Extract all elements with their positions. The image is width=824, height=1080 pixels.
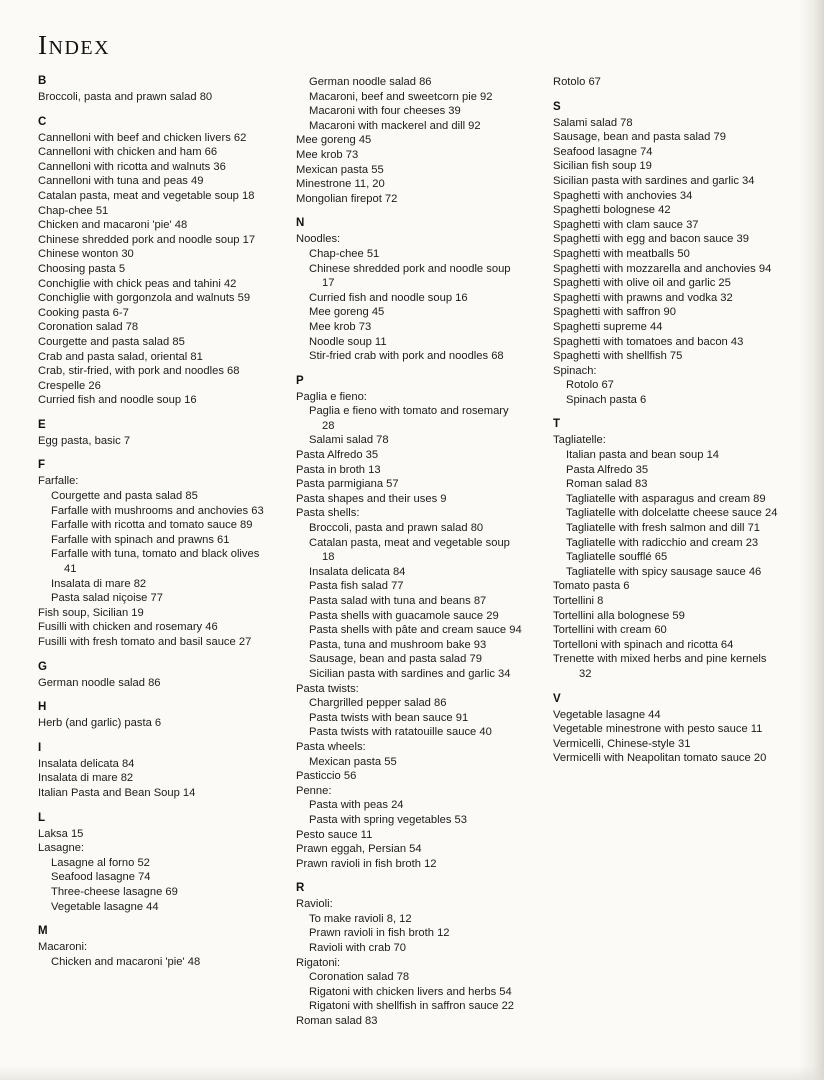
index-entry[interactable]: Insalata di mare 82 [38, 772, 134, 785]
index-entry[interactable]: Cooking pasta 6-7 [38, 306, 129, 319]
index-entry[interactable]: Coronation salad 78 [38, 321, 139, 334]
index-letter-heading: G [38, 660, 48, 673]
index-entry[interactable]: To make ravioli 8, 12 [309, 912, 412, 925]
index-entry[interactable]: Pasta parmigiana 57 [296, 478, 399, 491]
index-entry[interactable]: Sicilian pasta with sardines and garlic 34 [553, 174, 755, 187]
index-entry[interactable]: Mexican pasta 55 [309, 755, 397, 768]
page-title-initial: I [38, 30, 49, 60]
index-entry[interactable]: Insalata di mare 82 [51, 577, 147, 590]
index-entry[interactable]: Spaghetti with meatballs 50 [553, 247, 690, 260]
index-letter-heading: I [38, 741, 42, 754]
index-entry[interactable]: Mexican pasta 55 [296, 163, 384, 176]
index-entry[interactable]: Tortellini with cream 60 [553, 624, 667, 637]
index-entry[interactable]: Rotolo 67 [566, 379, 614, 392]
index-content [38, 30, 798, 1029]
index-entry[interactable]: Spinach pasta 6 [566, 393, 647, 406]
index-entry[interactable]: Laksa 15 [38, 827, 84, 840]
index-entry[interactable]: Tortelloni with spinach and ricotta 64 [553, 638, 734, 651]
index-entry[interactable]: Chap-chee 51 [309, 247, 380, 260]
index-entry[interactable]: Farfalle: [38, 475, 79, 488]
index-letter-heading: N [296, 217, 305, 230]
index-letter-heading: B [38, 75, 47, 87]
index-entry[interactable]: Conchiglie with gorgonzola and walnuts 59 [38, 292, 251, 305]
index-entry[interactable]: Broccoli, pasta and prawn salad 80 [309, 522, 484, 535]
index-entry[interactable]: Curried fish and noodle soup 16 [309, 291, 468, 304]
index-entry[interactable]: Cannelloni with chicken and ham 66 [38, 146, 218, 159]
index-entry[interactable]: Cannelloni with ricotta and walnuts 36 [38, 160, 226, 173]
index-letter-heading: C [38, 115, 47, 128]
index-entry[interactable]: Spaghetti with clam sauce 37 [553, 218, 699, 231]
index-entry[interactable]: Insalata delicata 84 [38, 757, 135, 770]
index-letter-heading: P [296, 374, 305, 387]
page-edge-shadow-right [798, 0, 824, 1080]
index-entry[interactable]: Italian Pasta and Bean Soup 14 [38, 786, 196, 799]
index-letter-heading: M [38, 925, 49, 938]
index-entry[interactable]: Mee krob 73 [309, 320, 372, 333]
page-edge-shadow-bottom [0, 1066, 824, 1080]
index-entry[interactable]: Tagliatelle with asparagus and cream 89 [566, 492, 766, 505]
index-entry[interactable]: Rotolo 67 [553, 76, 601, 88]
index-entry[interactable]: Lasagne: [38, 842, 85, 855]
index-entry[interactable]: Roman salad 83 [566, 478, 648, 491]
index-entry[interactable]: Farfalle with tuna, tomato and black olives [51, 548, 260, 561]
index-entry[interactable]: Mongolian firepot 72 [296, 192, 398, 205]
index-entry[interactable]: Pesto sauce 11 [296, 828, 373, 841]
index-entry[interactable]: Spaghetti with anchovies 34 [553, 189, 693, 202]
index-letter-heading: H [38, 701, 47, 714]
index-entry[interactable]: Rigatoni with chicken livers and herbs 54 [309, 985, 512, 998]
index-entry[interactable]: Pasticcio 56 [296, 770, 357, 783]
index-entry[interactable]: Vermicelli, Chinese-style 31 [553, 737, 691, 750]
index-entry[interactable]: Pasta fish salad 77 [309, 580, 404, 593]
index-entry[interactable]: Rigatoni with shellfish in saffron sauce 22 [309, 1000, 515, 1013]
index-entry[interactable]: Prawn ravioli in fish broth 12 [309, 927, 450, 940]
index-entry[interactable]: Coronation salad 78 [309, 971, 410, 984]
index-entry[interactable]: Cannelloni with tuna and peas 49 [38, 175, 204, 188]
index-entry[interactable]: Tortellini alla bolognese 59 [553, 609, 685, 622]
index-entry[interactable]: Tagliatelle with fresh salmon and dill 71 [566, 522, 761, 535]
index-entry[interactable]: Farfalle with ricotta and tomato sauce 89 [51, 519, 253, 532]
index-entry[interactable]: Seafood lasagne 74 [553, 145, 653, 158]
index-entry[interactable]: Pasta Alfredo 35 [566, 463, 649, 476]
index-entry[interactable]: German noodle salad 86 [309, 76, 432, 88]
index-entry[interactable]: Choosing pasta 5 [38, 262, 126, 275]
index-entry[interactable]: Salami salad 78 [553, 116, 633, 129]
index-entry[interactable]: Tagliatelle soufflé 65 [566, 551, 668, 564]
index-entry[interactable]: Noodle soup 11 [309, 335, 387, 348]
index-entry[interactable]: Spinach: [553, 364, 597, 377]
index-entry[interactable]: Chap-chee 51 [38, 204, 109, 217]
index-entry[interactable]: Tomato pasta 6 [553, 580, 630, 593]
index-entry[interactable]: Vegetable minestrone with pesto sauce 11 [553, 723, 763, 736]
index-entry[interactable]: Spaghetti with olive oil and garlic 25 [553, 277, 731, 290]
index-entry[interactable]: Trenette with mixed herbs and pine kernels [553, 653, 767, 666]
index-entry[interactable]: Mee krob 73 [296, 148, 359, 161]
index-entry[interactable]: Pasta with peas 24 [309, 799, 404, 812]
index-entry[interactable]: Herb (and garlic) pasta 6 [38, 717, 162, 730]
index-entry[interactable]: Pasta in broth 13 [296, 463, 381, 476]
index-entry[interactable]: Chargrilled pepper salad 86 [309, 697, 447, 710]
index-entry[interactable]: Prawn ravioli in fish broth 12 [296, 857, 437, 870]
index-entry[interactable]: Vermicelli with Neapolitan tomato sauce 20 [553, 752, 767, 765]
index-entry[interactable]: Macaroni with mackerel and dill 92 [309, 119, 481, 132]
index-entry[interactable]: Sausage, bean and pasta salad 79 [309, 653, 482, 666]
index-entry[interactable]: Spaghetti supreme 44 [553, 320, 663, 333]
index-entry[interactable]: Ravioli: [296, 898, 333, 911]
index-letter-heading: V [553, 692, 562, 705]
index-entry[interactable]: Curried fish and noodle soup 16 [38, 394, 197, 407]
index-entry[interactable]: Spaghetti with tomatoes and bacon 43 [553, 335, 744, 348]
index-entry[interactable]: Minestrone 11, 20 [296, 178, 385, 191]
index-columns [38, 75, 798, 1029]
index-column-1 [38, 75, 291, 969]
index-letter-heading: R [296, 882, 305, 895]
index-column-3 [544, 75, 797, 766]
index-entry[interactable]: Ravioli with crab 70 [309, 942, 407, 955]
index-letter-heading: E [38, 418, 47, 431]
index-entry[interactable]: Cannelloni with beef and chicken livers 62 [38, 131, 247, 144]
index-entry[interactable]: Pasta shells: [296, 507, 360, 520]
index-entry[interactable]: Courgette and pasta salad 85 [38, 335, 185, 348]
index-entry[interactable]: Pasta salad niçoise 77 [51, 592, 163, 605]
index-entry[interactable]: Chinese wonton 30 [38, 248, 134, 261]
index-entry[interactable]: Paglia e fieno with tomato and rosemary [309, 405, 509, 418]
index-entry[interactable]: Spaghetti with saffron 90 [553, 306, 676, 319]
index-entry[interactable]: Chinese shredded pork and noodle soup [309, 262, 511, 275]
index-entry[interactable]: Chinese shredded pork and noodle soup 17 [38, 233, 256, 246]
index-entry[interactable]: Tagliatelle with radicchio and cream 23 [566, 536, 759, 549]
index-entry[interactable]: Pasta shapes and their uses 9 [296, 492, 447, 505]
index-entry[interactable]: Spaghetti with shellfish 75 [553, 350, 683, 363]
index-entry[interactable]: Seafood lasagne 74 [51, 871, 151, 884]
index-entry[interactable]: Spaghetti with egg and bacon sauce 39 [553, 233, 749, 246]
index-entry[interactable]: Roman salad 83 [296, 1015, 378, 1028]
index-entry[interactable]: Mee goreng 45 [309, 306, 385, 319]
index-entry[interactable]: Rigatoni: [296, 956, 341, 969]
index-entry[interactable]: Crab, stir-fried, with pork and noodles 68 [38, 365, 240, 378]
index-entry[interactable]: Broccoli, pasta and prawn salad 80 [38, 91, 213, 103]
index-entry[interactable]: Catalan pasta, meat and vegetable soup [309, 536, 510, 549]
index-entry[interactable]: Farfalle with spinach and prawns 61 [51, 533, 230, 546]
index-entry[interactable]: 41 [64, 563, 77, 576]
index-letter-heading: F [38, 459, 46, 472]
index-entry[interactable]: Vegetable lasagne 44 [553, 708, 661, 721]
index-letter-heading: T [553, 418, 561, 431]
index-entry[interactable]: Sicilian fish soup 19 [553, 160, 652, 173]
index-letter-heading: L [38, 811, 46, 824]
index-entry[interactable]: Spaghetti with mozzarella and anchovies 94 [553, 262, 772, 275]
index-entry[interactable]: 32 [579, 667, 592, 680]
index-entry[interactable]: 28 [322, 419, 335, 432]
index-entry[interactable]: Pasta shells with pâte and cream sauce 94 [309, 624, 522, 637]
page-title-rest: NDEX [48, 37, 111, 59]
index-column-2 [291, 75, 544, 1029]
index-entry[interactable]: Spaghetti with prawns and vodka 32 [553, 291, 733, 304]
index-entry[interactable]: Pasta with spring vegetables 53 [309, 813, 467, 826]
index-entry[interactable]: Italian pasta and bean soup 14 [566, 449, 720, 462]
index-entry[interactable]: Fusilli with chicken and rosemary 46 [38, 621, 218, 634]
index-entry[interactable]: Macaroni: [38, 941, 88, 954]
index-entry[interactable]: Fusilli with fresh tomato and basil sauce 27 [38, 636, 252, 648]
index-entry[interactable]: German noodle salad 86 [38, 676, 161, 689]
index-entry[interactable]: Mee goreng 45 [296, 134, 372, 147]
index-entry[interactable]: Sausage, bean and pasta salad 79 [553, 131, 726, 144]
index-entry[interactable]: Tagliatelle with dolcelatte cheese sauce 24 [566, 507, 778, 520]
index-entry[interactable]: Prawn eggah, Persian 54 [296, 843, 422, 856]
index-entry[interactable]: Pasta twists with bean sauce 91 [309, 711, 469, 724]
index-entry[interactable]: Vegetable lasagne 44 [51, 900, 159, 913]
index-entry[interactable]: Paglia e fieno: [296, 390, 367, 403]
index-entry[interactable]: Pasta twists: [296, 682, 359, 695]
index-entry[interactable]: Pasta twists with ratatouille sauce 40 [309, 726, 492, 739]
index-entry[interactable]: Pasta shells with guacamole sauce 29 [309, 609, 499, 622]
index-entry[interactable]: Courgette and pasta salad 85 [51, 490, 198, 503]
index-entry[interactable]: Penne: [296, 784, 332, 797]
index-entry[interactable]: Three-cheese lasagne 69 [51, 885, 178, 898]
index-entry[interactable]: Insalata delicata 84 [309, 565, 406, 578]
index-entry[interactable]: Macaroni with four cheeses 39 [309, 105, 461, 118]
index-entry[interactable]: Stir-fried crab with pork and noodles 68 [309, 350, 504, 363]
index-entry[interactable]: 17 [322, 277, 335, 290]
index-entry[interactable]: Farfalle with mushrooms and anchovies 63 [51, 504, 264, 517]
index-entry[interactable]: Pasta, tuna and mushroom bake 93 [309, 638, 487, 651]
index-entry[interactable]: Crab and pasta salad, oriental 81 [38, 350, 203, 363]
index-letter-heading: S [553, 100, 562, 113]
index-entry[interactable]: Pasta salad with tuna and beans 87 [309, 595, 487, 607]
index-entry[interactable]: Salami salad 78 [309, 434, 389, 447]
index-entry[interactable]: Chicken and macaroni 'pie' 48 [38, 219, 188, 232]
index-entry[interactable]: Lasagne al forno 52 [51, 856, 150, 869]
index-entry[interactable]: Tagliatelle: [553, 434, 606, 447]
index-entry[interactable]: Pasta Alfredo 35 [296, 449, 379, 462]
index-entry[interactable]: Crespelle 26 [38, 379, 101, 392]
index-entry[interactable]: Egg pasta, basic 7 [38, 434, 131, 447]
index-entry[interactable]: Catalan pasta, meat and vegetable soup 18 [38, 189, 255, 202]
index-entry[interactable]: Noodles: [296, 233, 341, 246]
index-entry[interactable]: Tagliatelle with spicy sausage sauce 46 [566, 565, 762, 578]
index-entry[interactable]: Conchiglie with chick peas and tahini 42 [38, 277, 237, 290]
page-title [38, 30, 798, 61]
index-entry[interactable]: 18 [322, 551, 335, 564]
index-entry[interactable]: Macaroni, beef and sweetcorn pie 92 [309, 90, 493, 103]
index-entry[interactable]: Sicilian pasta with sardines and garlic 34 [309, 667, 511, 680]
index-entry[interactable]: Spaghetti bolognese 42 [553, 204, 671, 217]
index-entry[interactable]: Fish soup, Sicilian 19 [38, 606, 144, 619]
index-entry[interactable]: Pasta wheels: [296, 740, 366, 753]
index-entry[interactable]: Chicken and macaroni 'pie' 48 [51, 955, 201, 968]
index-entry[interactable]: Tortellini 8 [553, 595, 604, 607]
